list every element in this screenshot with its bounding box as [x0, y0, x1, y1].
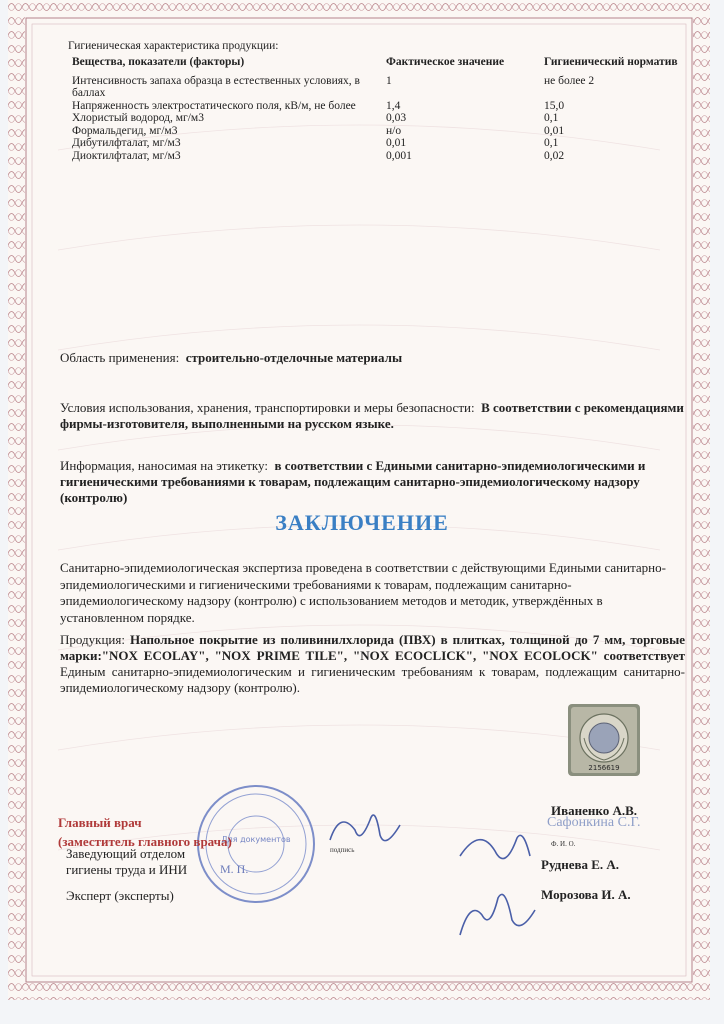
label-info-value: в соответствии с Едиными санитарно-эпидемиологическими и гигиеническими требованиями к товарам, подлежащим санитарно-эпидемиологическому надзору (контролю) — [60, 458, 646, 505]
signature-head — [455, 826, 535, 876]
product-block — [60, 632, 685, 696]
column-header: Вещества, показатели (факторы) — [72, 56, 245, 68]
expert-name: Морозова И. А. — [541, 887, 631, 902]
head-dept-name: Руднева Е. А. — [541, 857, 620, 872]
chief-doctor-label: Главный врач — [58, 815, 142, 830]
substance-cell: Дибутилфталат, мг/м3 — [72, 137, 181, 149]
head-dept-line2: гигиены труда и ИНИ — [66, 862, 188, 877]
conclusion-paragraph: Санитарно-эпидемиологическая экспертиза проведена в соответствии с действующими Едиными санитарно-эпидемиологическими и гигиеническими требованиями к товарам, подлежащим санитарно-эпидемиологическому надзору (контролю) с использованием методов и методик, утверждённых в установленном порядке. — [60, 560, 666, 625]
norm-cell: 0,02 — [544, 149, 565, 162]
actual-value-cell: 1 — [386, 74, 392, 87]
substance-cell: Формальдегид, мг/м3 — [72, 124, 178, 137]
conclusion-title: ЗАКЛЮЧЕНИЕ — [275, 510, 449, 535]
substance-cell: Хлористый водород, мг/м3 — [72, 112, 204, 124]
mp-mark: М. П. — [220, 862, 249, 876]
table-row — [72, 125, 692, 138]
product-value: Напольное покрытие из поливинилхлорида (ПВХ) в плитках, толщиной до 7 мм, торговые марки:"NOX ECOLAY", "NOX PRIME TILE", "NOX ECOCLICK", "NOX ECOLOCK" соответствует — [60, 632, 686, 663]
table-row — [72, 150, 692, 163]
table-header-row — [72, 56, 692, 75]
chief-name: Иваненко А.В. — [551, 803, 638, 818]
table-row — [72, 100, 692, 113]
table-row — [72, 137, 692, 150]
signature-expert — [450, 880, 540, 946]
hygiene-table — [72, 56, 692, 162]
actual-value-cell: 0,01 — [386, 137, 407, 149]
norm-cell: не более 2 — [544, 74, 595, 87]
actual-value-cell: н/о — [386, 124, 402, 137]
label-info-block — [60, 458, 685, 506]
expert-label: Эксперт (эксперты) — [66, 888, 174, 903]
scope-label: Область применения: — [60, 350, 180, 365]
column-header: Гигиенический норматив — [544, 56, 678, 68]
product-label: Продукция: — [60, 632, 125, 647]
conditions-value: В соответствии с рекомендациями фирмы-изготовителя, выполненными на русском языке. — [60, 400, 684, 431]
chief-deputy-label: (заместитель главного врача) — [58, 834, 232, 849]
sign-label: подпись — [330, 846, 355, 854]
hygiene-heading: Гигиеническая характеристика продукции: — [68, 40, 279, 52]
norm-cell: 0,01 — [544, 124, 565, 137]
norm-cell: 0,1 — [544, 112, 559, 124]
norm-cell: 0,1 — [544, 137, 559, 149]
scope-block — [60, 350, 685, 366]
hologram-seal — [568, 704, 640, 776]
actual-value-cell: 0,03 — [386, 112, 407, 124]
conditions-block — [60, 400, 685, 432]
fio-label: Ф. И. О. — [551, 840, 576, 848]
hologram-number: 2156619 — [588, 764, 620, 772]
actual-value-cell: 1,4 — [386, 99, 401, 112]
chief-name-stamp: Сафонкина С.Г. — [547, 815, 641, 830]
substance-cell: Интенсивность запаха образца в естественных условиях, в баллах — [72, 74, 360, 99]
actual-value-cell: 0,001 — [386, 149, 412, 162]
scope-value: строительно-отделочные материалы — [185, 350, 403, 365]
product-tail: Единым санитарно-эпидемиологическим и гигиеническим требованиям к товарам, подлежащим санитарно-эпидемиологическому надзору (контролю). — [60, 664, 685, 695]
table-row — [72, 75, 692, 100]
substance-cell: Напряженность электростатического поля, кВ/м, не более — [72, 99, 356, 112]
stamp-text: Для документов — [221, 835, 291, 844]
norm-cell: 15,0 — [544, 99, 565, 112]
substance-cell: Диоктилфталат, мг/м3 — [72, 149, 181, 162]
label-info-label: Информация, наносимая на этикетку: — [60, 458, 268, 473]
conditions-label: Условия использования, хранения, транспортировки и меры безопасности: — [60, 400, 475, 415]
column-header: Фактическое значение — [386, 56, 505, 68]
head-dept-line1: Заведующий отделом — [66, 846, 186, 861]
table-row — [72, 112, 692, 125]
